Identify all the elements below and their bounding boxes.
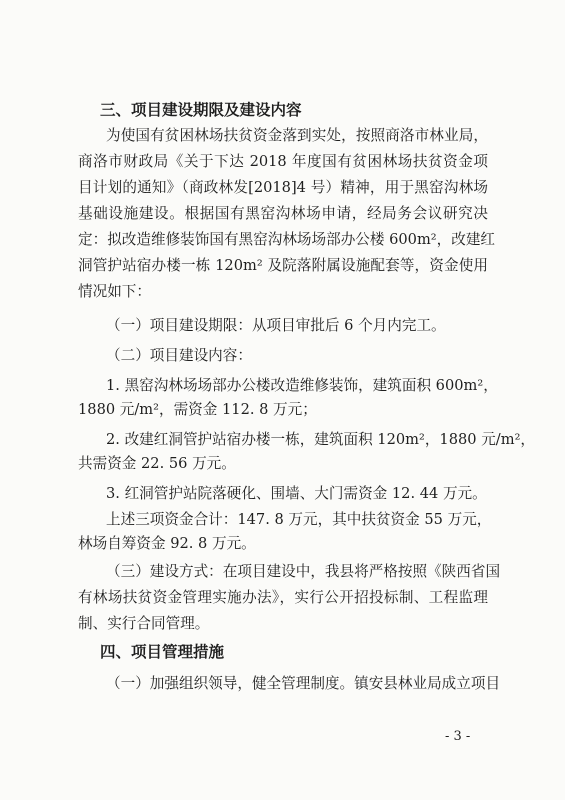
item-3-line: 3. 红洞管护站院落硬化、围墙、大门需资金 12. 44 万元。	[106, 485, 487, 502]
construction-method-line: （三）建设方式：在项目建设中，我县将严格按照《陕西省国	[106, 563, 501, 580]
total-funds-line: 林场自筹资金 92. 8 万元。	[78, 535, 256, 552]
management-measure-line: （一）加强组织领导，健全管理制度。镇安县林业局成立项目	[106, 675, 501, 692]
item-2-line: 共需资金 22. 56 万元。	[78, 455, 236, 472]
construction-content-heading: （二）项目建设内容：	[106, 347, 252, 364]
intro-paragraph-line: 定：拟改造维修装饰国有黑窑沟林场场部办公楼 600m²，改建红	[78, 231, 496, 248]
section-3-heading: 三、项目建设期限及建设内容	[100, 101, 302, 119]
construction-method-line: 有林场扶贫资金管理实施办法》，实行公开招投标制、工程监理	[78, 589, 488, 606]
item-1-line: 1. 黑窑沟林场场部办公楼改造维修装饰，建筑面积 600m²，	[106, 377, 498, 394]
intro-paragraph-line: 情况如下：	[78, 283, 151, 300]
section-4-heading: 四、项目管理措施	[100, 643, 225, 661]
intro-paragraph-line: 商洛市财政局《关于下达 2018 年度国有贫困林场扶贫资金项	[78, 153, 488, 170]
intro-paragraph-line: 为使国有贫困林场扶贫资金落到实处，按照商洛市林业局，	[106, 127, 488, 144]
intro-paragraph-line: 洞管护站宿办楼一栋 120m² 及院落附属设施配套等，资金使用	[78, 257, 488, 274]
intro-paragraph-line: 基础设施建设。根据国有黑窑沟林场申请，经局务会议研究决	[78, 205, 488, 222]
item-1-line: 1880 元/m²，需资金 112. 8 万元；	[78, 401, 317, 418]
intro-paragraph-line: 目计划的通知》（商政林发[2018]4 号）精神，用于黑窑沟林场	[78, 179, 488, 196]
total-funds-line: 上述三项资金合计：147. 8 万元，其中扶贫资金 55 万元，	[106, 511, 492, 528]
construction-method-line: 制、实行合同管理。	[78, 615, 210, 632]
page-number: - 3 -	[445, 729, 471, 744]
construction-period-line: （一）项目建设期限：从项目审批后 6 个月内完工。	[106, 317, 446, 334]
item-2-line: 2. 改建红洞管护站宿办楼一栋，建筑面积 120m²，1880 元/m²，	[106, 431, 536, 448]
